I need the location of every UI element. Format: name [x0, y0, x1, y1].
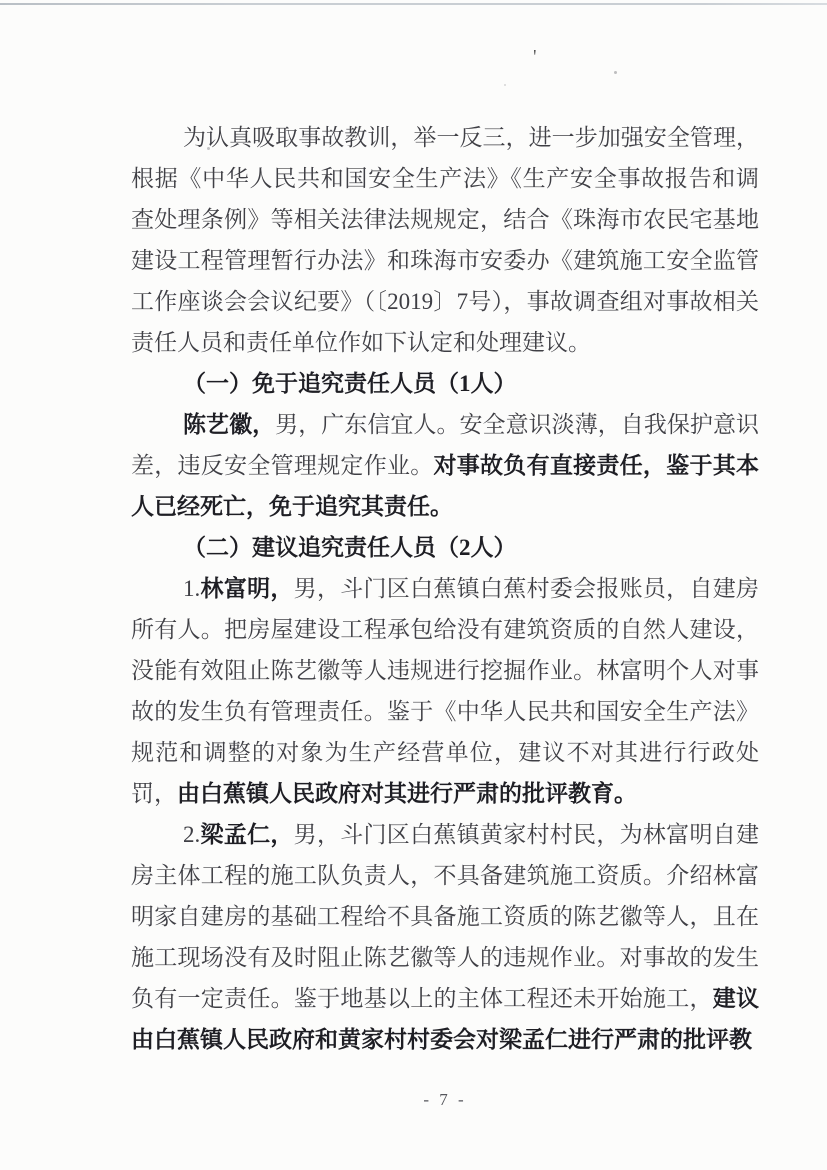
section-2-heading	[131, 527, 759, 568]
text-run: 男，斗门区白蕉镇黄家村村民，为林富明自建房主体工程的施工队负责人，不具备建筑施工资质。介绍林富明家自建房的基础工程给不具备施工资质的陈艺徽等人，且在施工现场没有及时阻止陈艺徽等人的违规作业。对事故的发生负有一定责任。鉴于地基以上的主体工程还未开始施工，	[131, 822, 759, 1011]
section-1-heading	[131, 363, 759, 404]
person-liang-mengren-paragraph	[131, 814, 759, 1060]
intro-paragraph	[131, 117, 759, 363]
bold-text-run: 陈艺徽，	[183, 412, 276, 437]
scan-edge-line	[0, 3, 827, 5]
scan-speck	[614, 71, 617, 74]
text-run: 1.	[183, 576, 201, 601]
bold-text-run: 建议由白蕉镇人民政府和黄家村村委会对梁孟仁进行严肃的批评教	[131, 986, 760, 1052]
bold-text-run: （二）建议追究责任人员（2人）	[183, 535, 517, 560]
person-chen-yihui-paragraph	[131, 404, 759, 527]
person-lin-fuming-paragraph	[131, 568, 759, 814]
bold-text-run: 林富明，	[200, 576, 294, 601]
bold-text-run: 对事故负有直接责任，鉴于其本人已经死亡，免于追究其责任。	[131, 453, 760, 519]
text-run: 2.	[183, 822, 201, 847]
bold-text-run: 由白蕉镇人民政府对其进行严肃的批评教育。	[177, 781, 637, 806]
page-number: - 7 -	[423, 1090, 467, 1109]
scan-speck	[504, 84, 506, 86]
bold-text-run: 梁孟仁，	[200, 822, 294, 847]
bold-text-run: （一）免于追究责任人员（1人）	[183, 371, 517, 396]
scan-artifact-tick: '	[533, 46, 537, 68]
text-run: 为认真吸取事故教训，举一反三，进一步加强安全管理，根据《中华人民共和国安全生产法》《生产安全事故报告和调查处理条例》等相关法律法规规定，结合《珠海市农民宅基地建设工程管理暂行办法》和珠海市安委办《建筑施工安全监管工作座谈会会议纪要》（〔2019〕7号），事故调查组对事故相关责任人员和责任单位作如下认定和处理建议。	[131, 125, 759, 355]
document-body	[131, 117, 759, 1060]
text-run: 男，斗门区白蕉镇白蕉村委会报账员，自建房所有人。把房屋建设工程承包给没有建筑资质的自然人建设，没能有效阻止陈艺徽等人违规进行挖掘作业。林富明个人对事故的发生负有管理责任。鉴于《中华人民共和国安全生产法》规范和调整的对象为生产经营单位，建议不对其进行行政处罚，	[131, 576, 759, 806]
page-footer	[131, 1090, 759, 1110]
text-run: 男，广东信宜人。安全意识淡薄，自我保护意识差，违反安全管理规定作业。	[131, 412, 760, 478]
